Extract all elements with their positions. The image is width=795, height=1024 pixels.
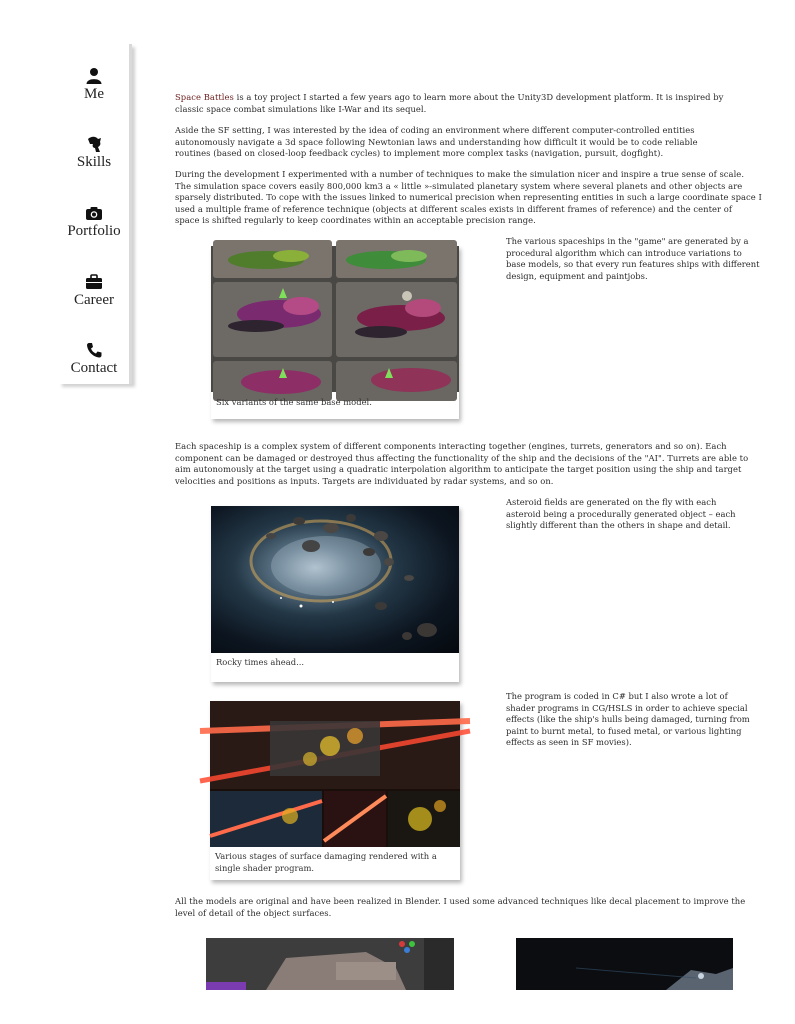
asteroid-field-image [211,506,459,653]
sidebar-nav [59,44,132,384]
paragraph-components: Each spaceship is a complex system of different components interacting together (engines, turrets, generators and so on). Each component can be damaged or destroyed thus affecting the functionality of the ship and the decisions of the "AI". Turrets are able to aim autonomously at the target using a quadratic interpolation algorithm to anticipate the target position using the ship and target velocities and positions as inputs. Targets are individuated by radar systems, and so on. [175,441,749,486]
blender-model-image [206,938,454,990]
camera-icon [85,204,103,222]
figure-caption-shader: Various stages of surface damaging rendered with a single shader program. [215,851,437,873]
nav-item-me[interactable] [59,67,129,103]
side-text-shaders: The program is coded in C# but I also wrote a lot of shader programs in CG/HSLS in order to achieve special effects (like the ship's hulls being damaged, turning from paint to burnt metal, to fused metal, or various lighting effects as seen in SF movies). [506,691,750,748]
space-scene-drawing [516,938,733,990]
nav-item-skills[interactable] [59,135,129,171]
figure-asteroids [211,506,459,682]
figure-caption-ships: Six variants of the same base model. [216,397,372,407]
figure-caption-asteroids: Rocky times ahead... [216,657,305,667]
nav-item-contact[interactable] [59,341,129,377]
nav-item-portfolio[interactable] [59,204,129,240]
briefcase-icon [85,273,103,291]
shader-drawing [210,701,460,847]
space-scene-image [516,938,733,990]
figure-shader-damage [210,701,460,880]
ships-drawing [211,246,459,392]
nav-label-me: Me [84,86,104,102]
nav-label-contact: Contact [70,360,118,376]
paragraph-models: All the models are original and have been realized in Blender. I used some advanced techniques like decal placement to improve the level of detail of the object surfaces. [175,896,746,918]
nav-label-portfolio: Portfolio [67,223,121,239]
paragraph-techniques: During the development I experimented with a number of techniques to make the simulation nicer and inspire a true sense of scale. The simulation space covers easily 800,000 km3 a « little »-simulated planetary system where several planets and other objects are sparsely distributed. To cope with the issues linked to numerical precision when representing entities in such a large coordinate space I used a multiple frame of reference technique (objects at different scales exists in different frames of reference) and the center of space is shifted regularly to keep coordinates within an acceptable precision range. [175,169,762,226]
ship-variants-image [211,246,459,392]
nav-label-career: Career [74,292,114,308]
person-icon [85,67,103,85]
main-content [175,0,762,1024]
asteroid-drawing [211,506,459,653]
paragraph-entities: Aside the SF setting, I was interested by the idea of coding an environment where different computer-controlled entities autonomously navigate a 3d space following Newtonian laws and understanding how difficult it would be to code reliable routines (based on closed-loop feedback cycles) to implement more complex tasks (navigation, pursuit, dogfight). [175,125,698,159]
space-battles-link[interactable]: Space Battles [175,92,234,102]
side-text-spaceships: The various spaceships in the "game" are generated by a procedural algorithm which can introduce variations to base models, so that every run features ships with different design, equipment and paintjobs. [506,236,760,281]
nav-item-career[interactable] [59,273,129,309]
phone-icon [85,341,103,359]
blender-drawing [206,938,454,990]
nav-label-skills: Skills [76,154,112,170]
skills-icon [85,135,103,153]
side-text-asteroids: Asteroid fields are generated on the fly with each asteroid being a procedurally generated object – each slightly different than the others in shape and detail. [506,497,736,531]
shader-damage-image [210,701,460,847]
intro-paragraph: Space Battles is a toy project I started a few years ago to learn more about the Unity3D development platform. It is inspired by classic space combat simulations like I-War and its sequel. [175,92,724,114]
figure-ship-variants [211,246,459,419]
